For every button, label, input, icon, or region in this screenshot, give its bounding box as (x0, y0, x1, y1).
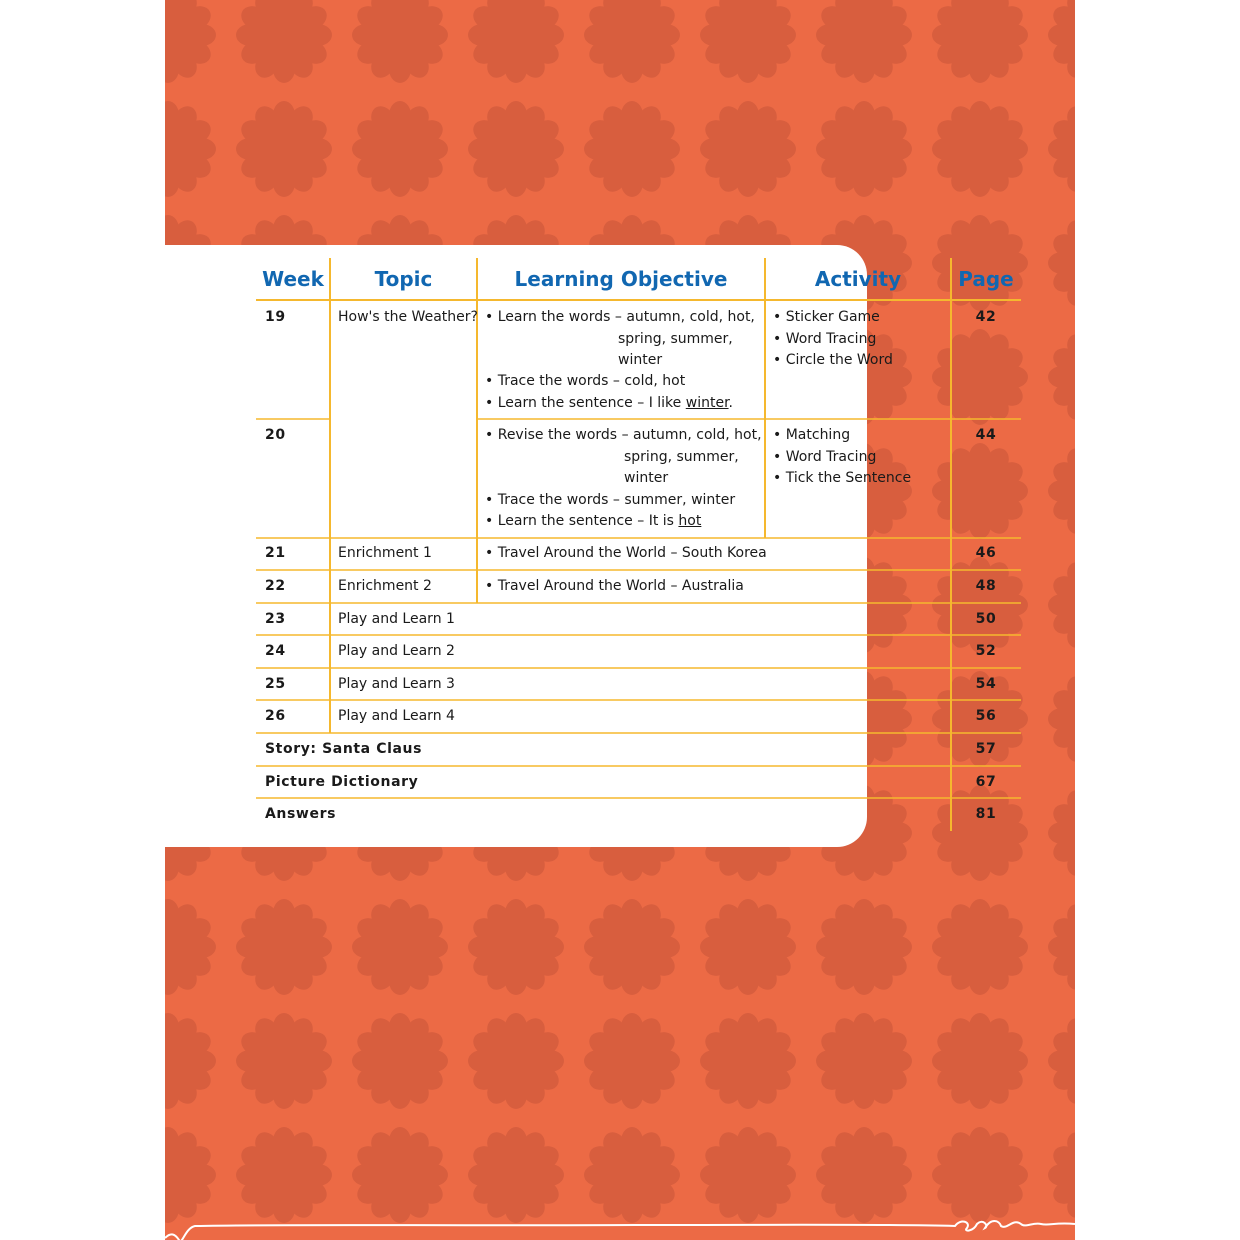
objective-line: • Learn the words – autumn, cold, hot, (485, 309, 755, 325)
activity-item: • Word Tracing (773, 331, 877, 347)
page-number: 52 (975, 643, 997, 659)
page-number: 67 (975, 774, 997, 790)
objective-line: • Travel Around the World – South Korea (485, 545, 767, 561)
objective-line: • Learn the sentence – I like winter. (485, 395, 733, 411)
activity-item: • Circle the Word (773, 352, 893, 368)
objective-line: • Learn the sentence – It is hot (485, 513, 702, 529)
header-week: Week (262, 267, 324, 291)
objective-line: • Revise the words – autumn, cold, hot, (485, 427, 762, 443)
page-number: 48 (975, 578, 997, 594)
topic-play-and-learn-3: Play and Learn 3 (338, 676, 455, 692)
story-label: Story: Santa Claus (265, 741, 423, 757)
page-number: 44 (975, 427, 997, 443)
week-22: 22 (265, 578, 286, 594)
activity-item: • Word Tracing (773, 449, 877, 465)
objective-line: spring, summer, (618, 331, 733, 347)
page-number: 54 (975, 676, 997, 692)
page-number: 46 (975, 545, 997, 561)
week-23: 23 (265, 611, 286, 627)
page-number: 57 (975, 741, 997, 757)
week-26: 26 (265, 708, 286, 724)
page-number: 50 (975, 611, 997, 627)
answers-label: Answers (265, 806, 337, 822)
header-topic: Topic (374, 267, 433, 291)
page-number: 81 (975, 806, 997, 822)
week-20: 20 (265, 427, 286, 443)
page-number: 42 (975, 309, 997, 325)
topic-play-and-learn-4: Play and Learn 4 (338, 708, 455, 724)
objective-line: winter (624, 470, 669, 486)
header-learning-objective: Learning Objective (514, 267, 728, 291)
page-number: 56 (975, 708, 997, 724)
topic-enrichment-2: Enrichment 2 (338, 578, 432, 594)
topic-enrichment-1: Enrichment 1 (338, 545, 432, 561)
activity-item: • Sticker Game (773, 309, 880, 325)
topic-weather: How's the Weather? (338, 309, 478, 325)
objective-line: • Trace the words – cold, hot (485, 373, 686, 389)
week-21: 21 (265, 545, 286, 561)
topic-play-and-learn-2: Play and Learn 2 (338, 643, 455, 659)
objective-line: winter (618, 352, 663, 368)
activity-item: • Matching (773, 427, 851, 443)
week-25: 25 (265, 676, 286, 692)
header-activity: Activity (814, 267, 902, 291)
topic-play-and-learn-1: Play and Learn 1 (338, 611, 455, 627)
objective-line: spring, summer, (624, 449, 739, 465)
activity-item: • Tick the Sentence (773, 470, 912, 486)
picture-dictionary-label: Picture Dictionary (265, 774, 419, 790)
objective-line: • Travel Around the World – Australia (485, 578, 744, 594)
week-24: 24 (265, 643, 286, 659)
header-page: Page (958, 267, 1014, 291)
objective-line: • Trace the words – summer, winter (485, 492, 736, 508)
week-19: 19 (265, 309, 286, 325)
